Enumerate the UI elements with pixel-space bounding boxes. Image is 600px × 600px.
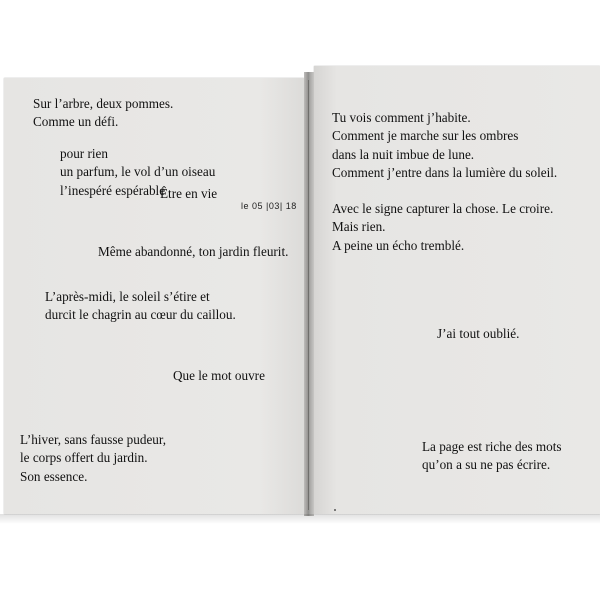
text-line: La page est riche des mots bbox=[422, 439, 562, 454]
hiver-stanza bbox=[20, 431, 166, 486]
text-line: durcit le chagrin au cœur du caillou. bbox=[45, 307, 236, 323]
text-line: Comment je marche sur les ombres bbox=[332, 128, 519, 144]
text-line: Son essence. bbox=[20, 468, 88, 484]
text-line: Comment j’entre dans la lumière du soleil. bbox=[332, 165, 558, 181]
text-line: Mais rien. bbox=[332, 219, 386, 235]
text-line: Avec le signe capturer la chose. Le croire. bbox=[332, 201, 554, 216]
etre-en-vie: Être en vie bbox=[160, 186, 218, 201]
oublie-line: J’ai tout oublié. bbox=[437, 326, 520, 341]
left-stanza-1 bbox=[33, 95, 173, 132]
text-line: un parfum, le vol d’un oiseau bbox=[60, 164, 216, 180]
fold-line bbox=[308, 80, 309, 510]
text-line: Sur l’arbre, deux pommes. bbox=[33, 96, 174, 111]
text-line: le corps offert du jardin. bbox=[20, 450, 148, 466]
apres-midi-stanza bbox=[45, 288, 236, 325]
mot-ouvre-line: Que le mot ouvre bbox=[173, 368, 265, 383]
text-line: pour rien bbox=[60, 146, 108, 161]
page-shadow bbox=[0, 514, 600, 524]
text-line: Comme un défi. bbox=[33, 114, 119, 130]
book-gutter bbox=[304, 72, 314, 516]
paper-speck bbox=[334, 509, 336, 511]
date-note: le 05 |03| 18 bbox=[241, 201, 297, 211]
text-line: L’hiver, sans fausse pudeur, bbox=[20, 432, 167, 447]
text-line: L’après-midi, le soleil s’étire et bbox=[45, 289, 210, 304]
page-riche-stanza bbox=[422, 438, 562, 475]
text-line: dans la nuit imbue de lune. bbox=[332, 146, 475, 162]
jardin-line: Même abandonné, ton jardin fleurit. bbox=[98, 244, 289, 259]
text-line: qu’on a su ne pas écrire. bbox=[422, 457, 551, 473]
text-line: A peine un écho tremblé. bbox=[332, 237, 465, 253]
right-stanza-2 bbox=[332, 200, 553, 255]
text-line: Tu vois comment j’habite. bbox=[332, 110, 471, 125]
right-stanza-1 bbox=[332, 109, 557, 183]
text-line: l’inespéré espérable bbox=[60, 182, 166, 198]
